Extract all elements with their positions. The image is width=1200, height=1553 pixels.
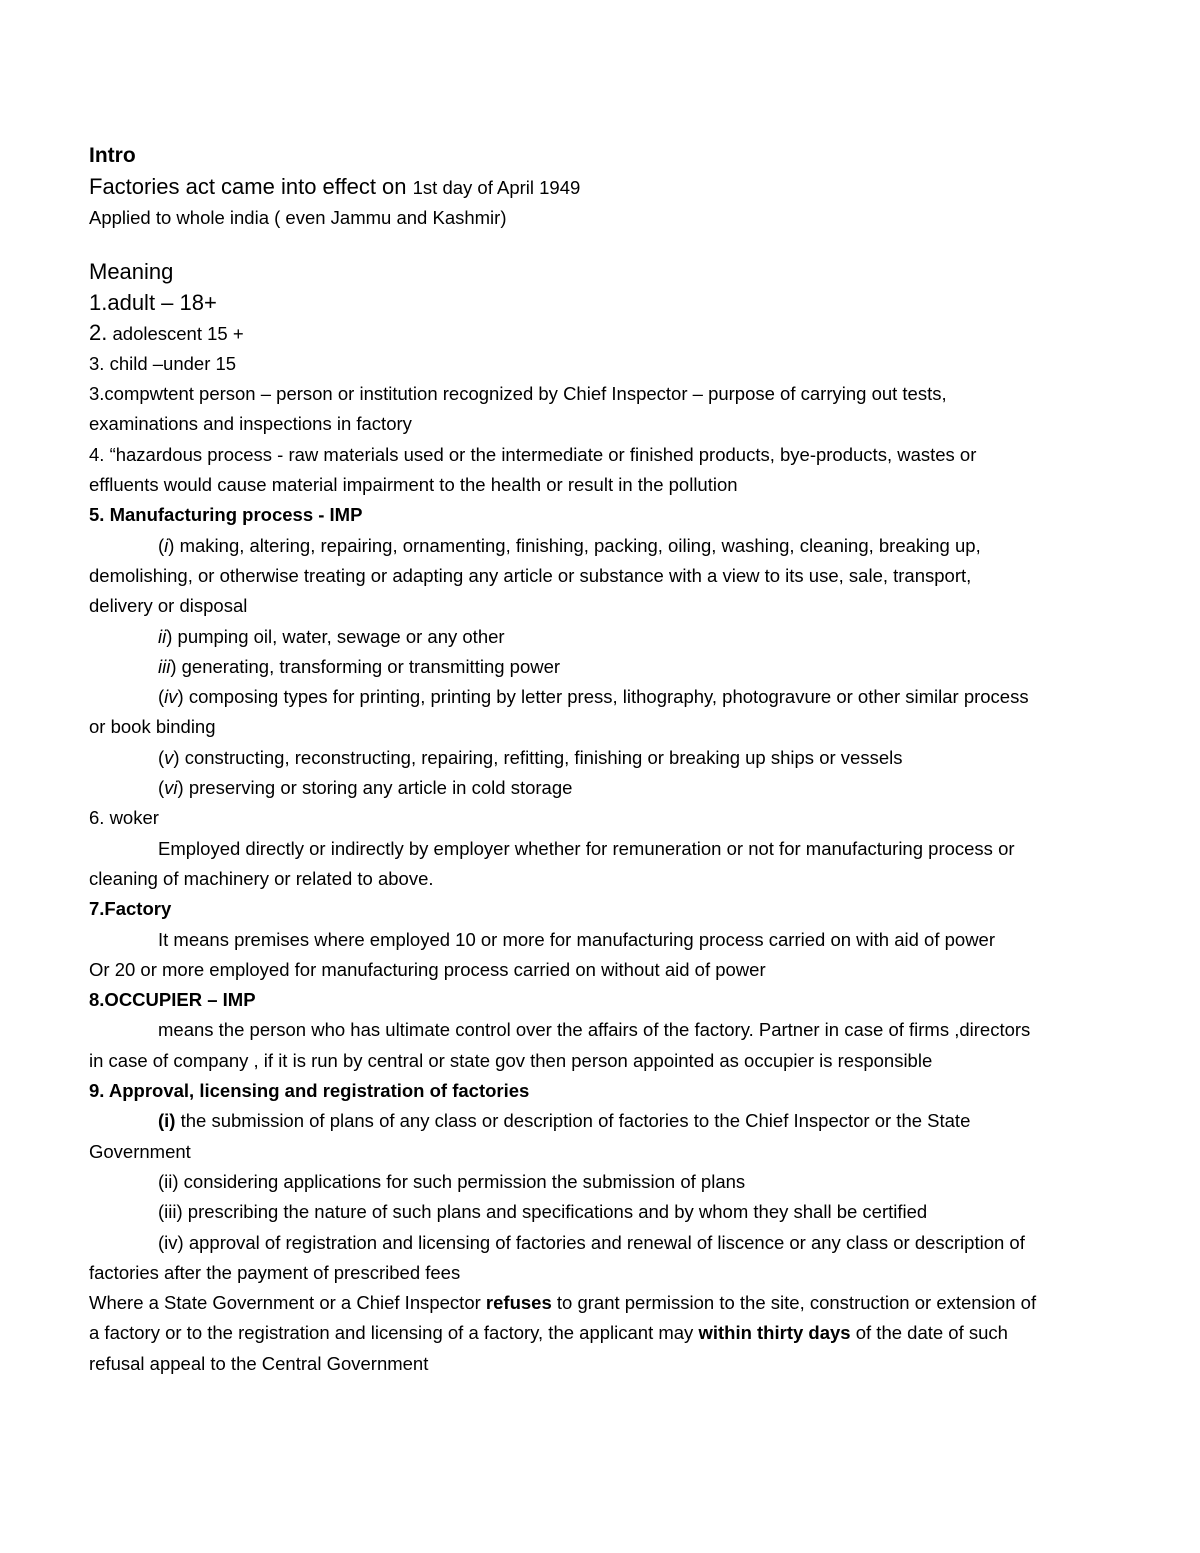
manufacturing-item-iii: iii) generating, transforming or transmitting power [158, 655, 561, 677]
approval-item-ii: (ii) considering applications for such permission the submission of plans [158, 1170, 746, 1192]
occupier-definition-cont: in case of company , if it is run by central or state gov then person appointed as occupier is responsible [89, 1049, 933, 1071]
manufacturing-item-ii: ii) pumping oil, water, sewage or any other [158, 625, 505, 647]
worker-heading: 6. woker [89, 807, 159, 829]
manufacturing-heading: 5. Manufacturing process - IMP [89, 504, 363, 526]
approval-item-iv: (iv) approval of registration and licensing of factories and renewal of liscence or any class or description of [158, 1231, 1025, 1253]
approval-refusal-line3: refusal appeal to the Central Government [89, 1352, 429, 1374]
approval-item-iv-cont: factories after the payment of prescribed fees [89, 1261, 461, 1283]
document-body [89, 140, 1109, 1379]
meaning-item-hazardous-cont: effluents would cause material impairment to the health or result in the pollution [89, 474, 738, 496]
factory-definition: It means premises where employed 10 or more for manufacturing process carried on with aid of power [158, 928, 995, 950]
manufacturing-item-i-cont2: delivery or disposal [89, 595, 248, 617]
manufacturing-item-i: (i) making, altering, repairing, ornamenting, finishing, packing, oiling, washing, cleaning, breaking up, [158, 534, 981, 556]
approval-refusal-line1: Where a State Government or a Chief Inspector refuses to grant permission to the site, construction or extension of [89, 1292, 1037, 1314]
manufacturing-item-v: (v) constructing, reconstructing, repairing, refitting, finishing or breaking up ships or vessels [158, 746, 903, 768]
intro-heading: Intro [89, 144, 136, 167]
spacer [89, 234, 1109, 256]
manufacturing-item-iv-cont: or book binding [89, 716, 216, 738]
occupier-definition: means the person who has ultimate control over the affairs of the factory. Partner in case of firms ,directors [158, 1019, 1031, 1041]
intro-applied-line: Applied to whole india ( even Jammu and Kashmir) [89, 207, 507, 229]
manufacturing-item-iv: (iv) composing types for printing, printing by letter press, lithography, photogravure or other similar process [158, 686, 1029, 708]
meaning-item-competent-person: 3.compwtent person – person or institution recognized by Chief Inspector – purpose of carrying out tests, [89, 383, 947, 405]
approval-heading: 9. Approval, licensing and registration of factories [89, 1080, 530, 1102]
worker-definition-cont: cleaning of machinery or related to above. [89, 867, 434, 889]
meaning-heading: Meaning [89, 258, 174, 284]
manufacturing-item-i-cont: demolishing, or otherwise treating or adapting any article or substance with a view to its use, sale, transport, [89, 564, 972, 586]
approval-refusal-line2: a factory or to the registration and licensing of a factory, the applicant may within thirty days of the date of such [89, 1322, 1008, 1344]
approval-item-i: (i) the submission of plans of any class or description of factories to the Chief Inspector or the State [158, 1110, 971, 1132]
meaning-item-child: 3. child –under 15 [89, 352, 237, 374]
approval-item-iii: (iii) prescribing the nature of such plans and specifications and by whom they shall be certified [158, 1201, 928, 1223]
occupier-heading: 8.OCCUPIER – IMP [89, 989, 256, 1011]
worker-definition: Employed directly or indirectly by employer whether for remuneration or not for manufacturing process or [158, 837, 1015, 859]
manufacturing-item-vi: (vi) preserving or storing any article in cold storage [158, 777, 573, 799]
meaning-item-adult: 1.adult – 18+ [89, 289, 217, 315]
meaning-item-competent-person-cont: examinations and inspections in factory [89, 413, 412, 435]
intro-effect-line: Factories act came into effect on 1st day of April 1949 [89, 174, 581, 199]
meaning-item-hazardous: 4. “hazardous process - raw materials used or the intermediate or finished products, bye-products, wastes or [89, 443, 977, 465]
meaning-item-adolescent: 2. adolescent 15 + [89, 319, 244, 345]
factory-definition-cont: Or 20 or more employed for manufacturing process carried on without aid of power [89, 958, 766, 980]
approval-item-i-cont: Government [89, 1140, 191, 1162]
factory-heading: 7.Factory [89, 898, 172, 920]
